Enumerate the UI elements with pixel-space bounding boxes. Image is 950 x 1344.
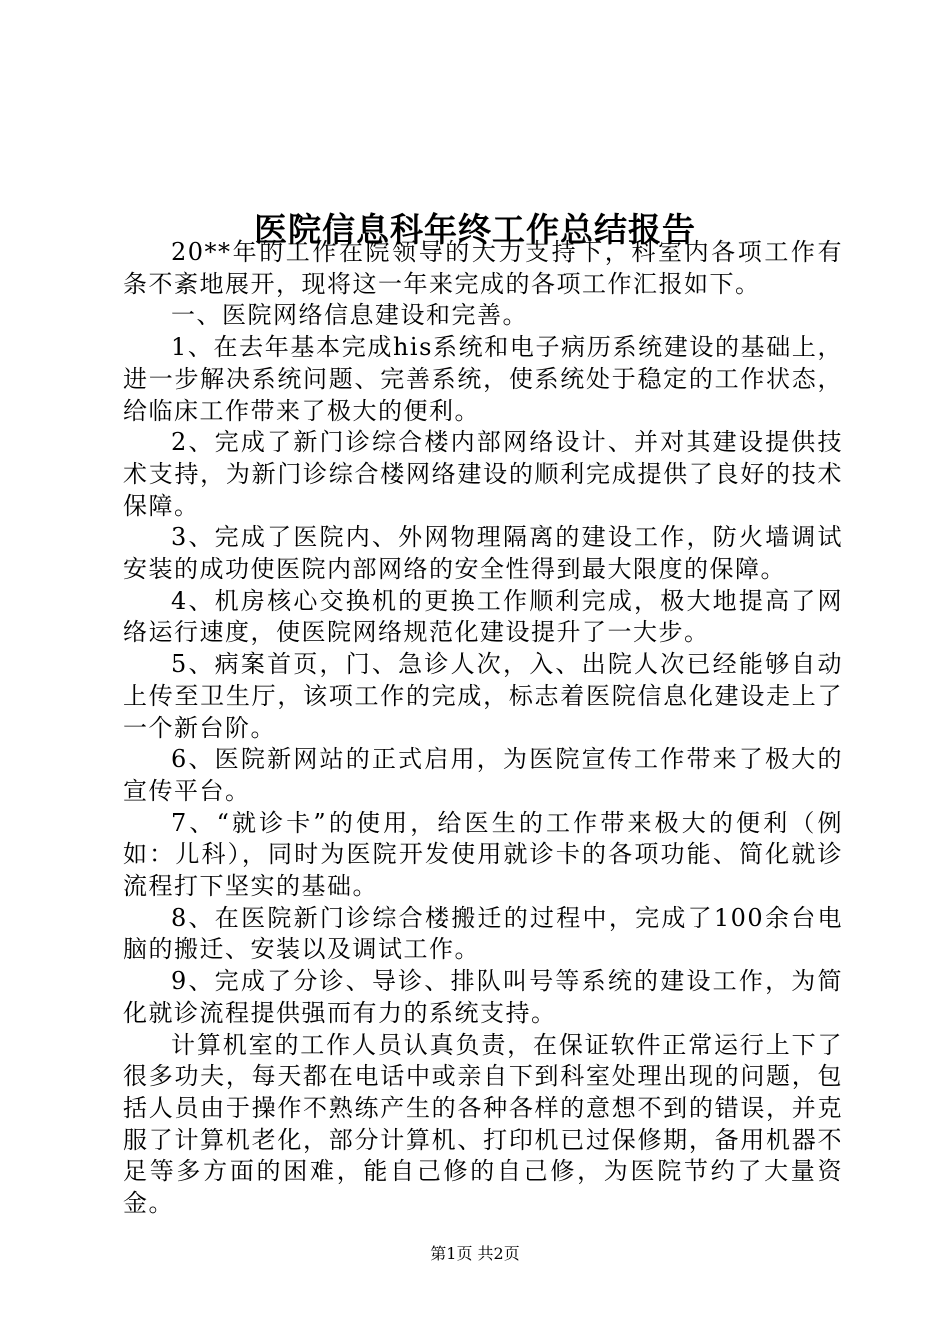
paragraph-computer-room: 计算机室的工作人员认真负责，在保证软件正常运行上下了很多功夫，每天都在电话中或亲自下到科室处理出现的问题，包括人员由于操作不熟练产生的各种各样的意想不到的错误，并克服了计算机老化，部分计算机、打印机已过保修期，备用机器不足等多方面的困难，能自己修的自己修，为医院节约了大量资金。 [123,1030,843,1218]
section-heading: 一、医院网络信息建设和完善。 [171,301,528,330]
list-item: 2、完成了新门诊综合楼内部网络设计、并对其建设提供技术支持，为新门诊综合楼网络建设的顺利完成提供了良好的技术保障。 [123,428,843,520]
list-item: 1、在去年基本完成his系统和电子病历系统建设的基础上，进一步解决系统问题、完善系统，使系统处于稳定的工作状态，给临床工作带来了极大的便利。 [123,333,843,425]
list-item: 7、“就诊卡”的使用，给医生的工作带来极大的便利（例如：儿科），同时为医院开发使用就诊卡的各项功能、简化就诊流程打下坚实的基础。 [123,808,843,901]
list-item: 9、完成了分诊、导诊、排队叫号等系统的建设工作，为简化就诊流程提供强而有力的系统支持。 [123,967,843,1027]
paragraph-intro: 20**年的工作在院领导的大力支持下，科室内各项工作有条不紊地展开，现将这一年来完成的各项工作汇报如下。 [123,238,843,298]
page-footer: 第1页 共2页 [430,1244,520,1263]
list-item: 8、在医院新门诊综合楼搬迁的过程中，完成了100余台电脑的搬迁、安装以及调试工作。 [123,903,843,964]
list-item: 4、机房核心交换机的更换工作顺利完成，极大地提高了网络运行速度，使医院网络规范化建设提升了一大步。 [123,586,843,647]
list-item: 3、完成了医院内、外网物理隔离的建设工作，防火墙调试安装的成功使医院内部网络的安全性得到最大限度的保障。 [123,523,843,584]
list-item: 6、医院新网站的正式启用，为医院宣传工作带来了极大的宣传平台。 [123,745,843,805]
document-title: 医院信息科年终工作总结报告 [254,210,696,250]
list-item: 5、病案首页，门、急诊人次，入、出院人次已经能够自动上传至卫生厅，该项工作的完成，标志着医院信息化建设走上了一个新台阶。 [123,650,843,742]
document-body [123,237,843,1220]
